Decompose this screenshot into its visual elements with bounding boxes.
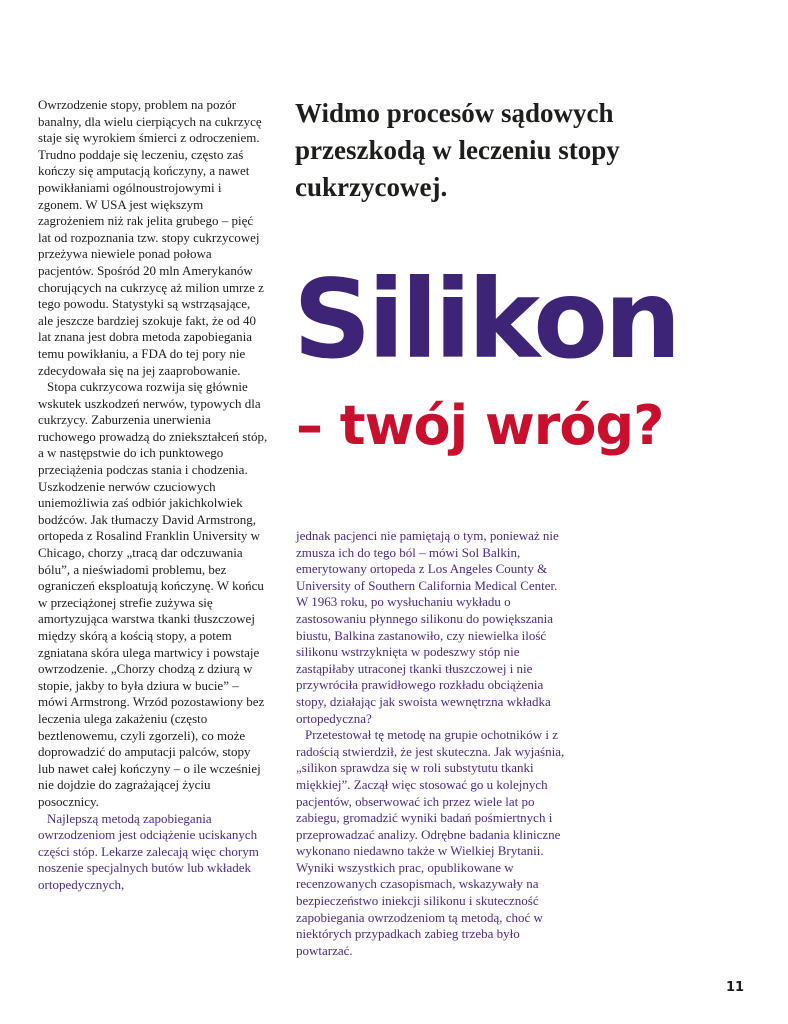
article-title-sub: – twój wróg? bbox=[296, 394, 664, 457]
left-column bbox=[38, 97, 268, 894]
article-title: Silikon bbox=[293, 256, 678, 383]
right-column bbox=[296, 528, 566, 959]
left-paragraph-1: Owrzodzenie stopy, problem na pozór banalny, dla wielu cierpiących na cukrzycę staje się wyrokiem śmierci z odroczeniem. Trudno poddaje się leczeniu, często zaś kończy się amputacją kończyny, a nawet powikłaniami ogólnoustrojowymi i zgonem. W USA jest większym zagrożeniem niż rak jelita grubego – pięć lat od rozpoznania tzw. stopy cukrzycowej przeżywa niewiele ponad połowa pacjentów. Spośród 20 mln Amerykanów chorujących na cukrzycę aż milion umrze z tego powodu. Statystyki są wstrząsające, ale jeszcze bardziej szokuje fakt, że od 40 lat znana jest dobra metoda zapobiegania temu powikłaniu, a FDA do tej pory nie zdecydowała się na jej zaaprobowanie. bbox=[38, 97, 264, 378]
article-subtitle: Widmo procesów sądowych przeszkodą w leczeniu stopy cukrzycowej. bbox=[295, 98, 620, 202]
right-paragraph-1: jednak pacjenci nie pamiętają o tym, ponieważ nie zmusza ich do tego ból – mówi Sol Balkin, emerytowany ortopeda z Los Angeles County & University of Southern California Medical Center. W 1963 roku, po wysłuchaniu wykładu o zastosowaniu płynnego silikonu do powiększania biustu, Balkina zastanowiło, czy niewielka ilość silikonu wstrzyknięta w podeszwy stóp nie zastąpiłaby utraconej tkanki tłuszczowej i nie przywróciła prawidłowego rozkładu obciążenia stopy, działając jak swoista wewnętrzna wkładka ortopedyczna? bbox=[296, 528, 559, 726]
page-number: 11 bbox=[726, 980, 745, 995]
left-paragraph-3: Najlepszą metodą zapobiegania owrzodzeniom jest odciążenie uciskanych części stóp. Lekarze zalecają więc chorym noszenie specjalnych butów lub wkładek ortopedycznych, bbox=[38, 810, 259, 892]
right-paragraph-2: Przetestował tę metodę na grupie ochotników i z radością stwierdził, że jest skuteczna. Jak wyjaśnia, „silikon sprawdza się w roli substytutu tkanki miękkiej”. Zaczął więc stosować go u kolejnych pacjentów, obserwować ich przez wiele lat po zabiegu, gromadzić wyniki badań pośmiertnych i przeprowadzać analizy. Odrębne badania kliniczne wykonano niedawno także w Wielkiej Brytanii. Wyniki wszystkich prac, opublikowane w recenzowanych czasopismach, wskazywały na bezpieczeństwo iniekcji silikonu i skuteczność zapobiegania owrzodzeniom tą metodą, choć w niektórych przypadkach zabieg trzeba było powtarzać. bbox=[296, 727, 565, 958]
left-paragraph-2: Stopa cukrzycowa rozwija się głównie wskutek uszkodzeń nerwów, typowych dla cukrzycy. Zaburzenia unerwienia ruchowego prowadzą do zniekształceń stóp, a w następstwie do ich punktowego przeciążenia podczas stania i chodzenia. Uszkodzenie nerwów czuciowych uniemożliwia zaś odbiór jakichkolwiek bodźców. Jak tłumaczy David Armstrong, ortopeda z Rosalind Franklin University w Chicago, chorzy „tracą dar odczuwania bólu”, a nieświadomi problemu, bez ograniczeń eksploatują kończynę. W końcu w przeciążonej strefie zużywa się amortyzująca warstwa tkanki tłuszczowej między skórą a kością stopy, a potem zgniatana skóra ulega martwicy i powstaje owrzodzenie. „Chorzy chodzą z dziurą w stopie, jakby to była dziura w bucie” – mówi Armstrong. Wrzód pozostawiony bez leczenia ulega zakażeniu (często beztlenowemu, czyli zgorzeli), co może doprowadzić do amputacji palców, stopy lub nawet całej kończyny – o ile wcześniej nie dojdzie do zagrażającej życiu posocznicy. bbox=[38, 379, 268, 809]
